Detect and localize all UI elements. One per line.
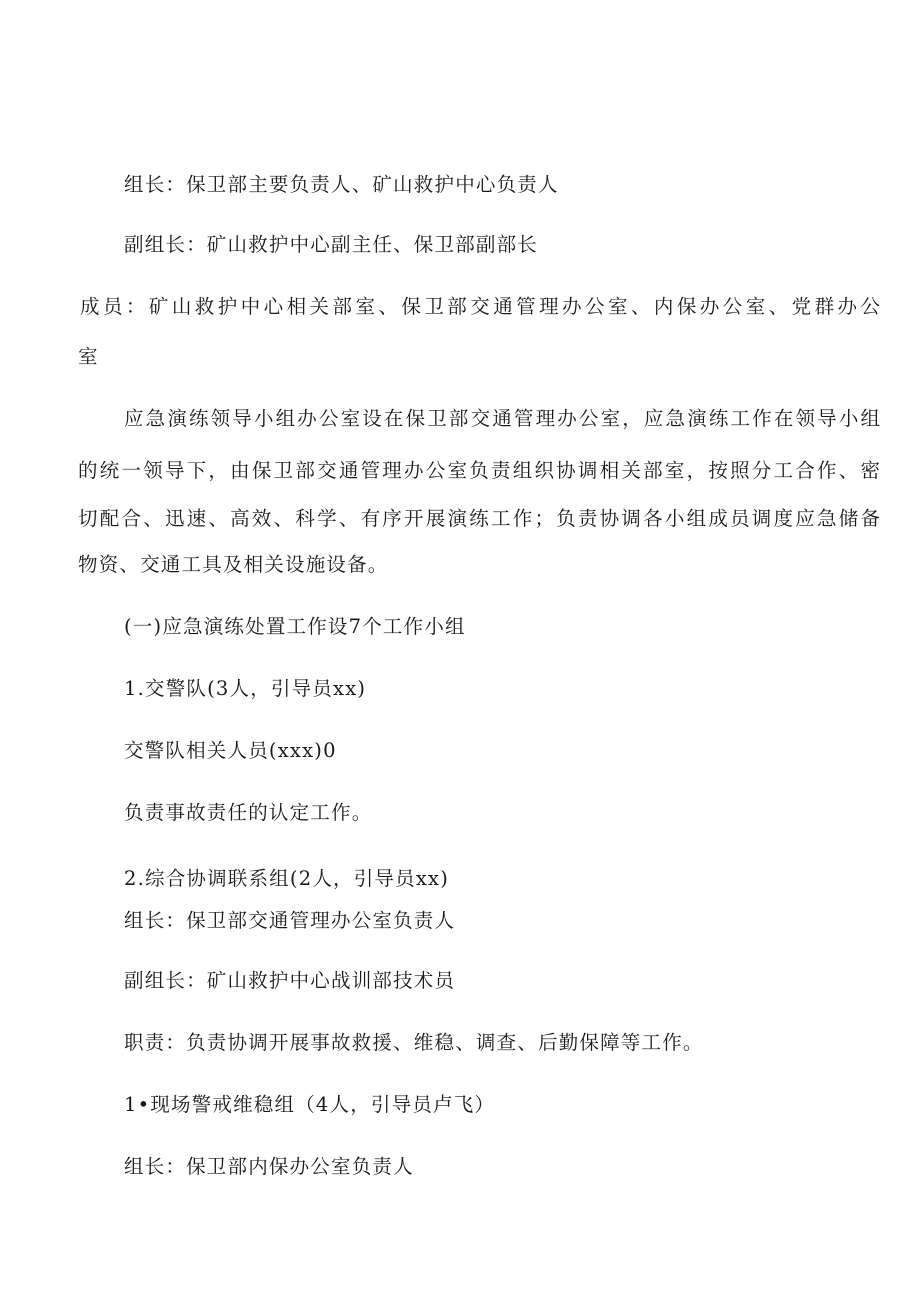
security-group-heading: 1•现场警戒维稳组（4人，引导员卢飞） [124, 1093, 496, 1116]
traffic-police-heading: 1.交警队(3人，引导员xx) [124, 677, 367, 700]
office-paragraph-line-1: 应急演练领导小组办公室设在保卫部交通管理办公室，应急演练工作在领导小组 [124, 407, 880, 430]
coordination-group-deputy: 副组长：矿山救护中心战训部技术员 [124, 969, 456, 992]
section-heading: (一)应急演练处置工作设7个工作小组 [124, 615, 466, 638]
traffic-police-duty: 负责事故责任的认定工作。 [124, 801, 373, 824]
leader-line: 组长：保卫部主要负责人、矿山救护中心负责人 [124, 173, 559, 196]
coordination-group-heading: 2.综合协调联系组(2人，引导员xx) [124, 867, 450, 890]
office-paragraph-line-3: 切配合、迅速、高效、科学、有序开展演练工作；负责协调各小组成员调度应急储备 [78, 507, 880, 530]
coordination-group-duty: 职责：负责协调开展事故救援、维稳、调查、后勤保障等工作。 [124, 1031, 704, 1054]
traffic-police-staff: 交警队相关人员(xxx)0 [124, 739, 337, 762]
members-line: 成员：矿山救护中心相关部室、保卫部交通管理办公室、内保办公室、党群办公 [80, 295, 880, 318]
security-group-leader: 组长：保卫部内保办公室负责人 [124, 1155, 414, 1178]
office-paragraph-line-2: 的统一领导下，由保卫部交通管理办公室负责组织协调相关部室，按照分工合作、密 [78, 459, 880, 482]
members-line-continued: 室 [78, 345, 99, 368]
coordination-group-leader: 组长：保卫部交通管理办公室负责人 [124, 909, 456, 932]
deputy-leader-line: 副组长：矿山救护中心副主任、保卫部副部长 [124, 233, 539, 256]
office-paragraph-line-4: 物资、交通工具及相关设施设备。 [78, 553, 389, 576]
